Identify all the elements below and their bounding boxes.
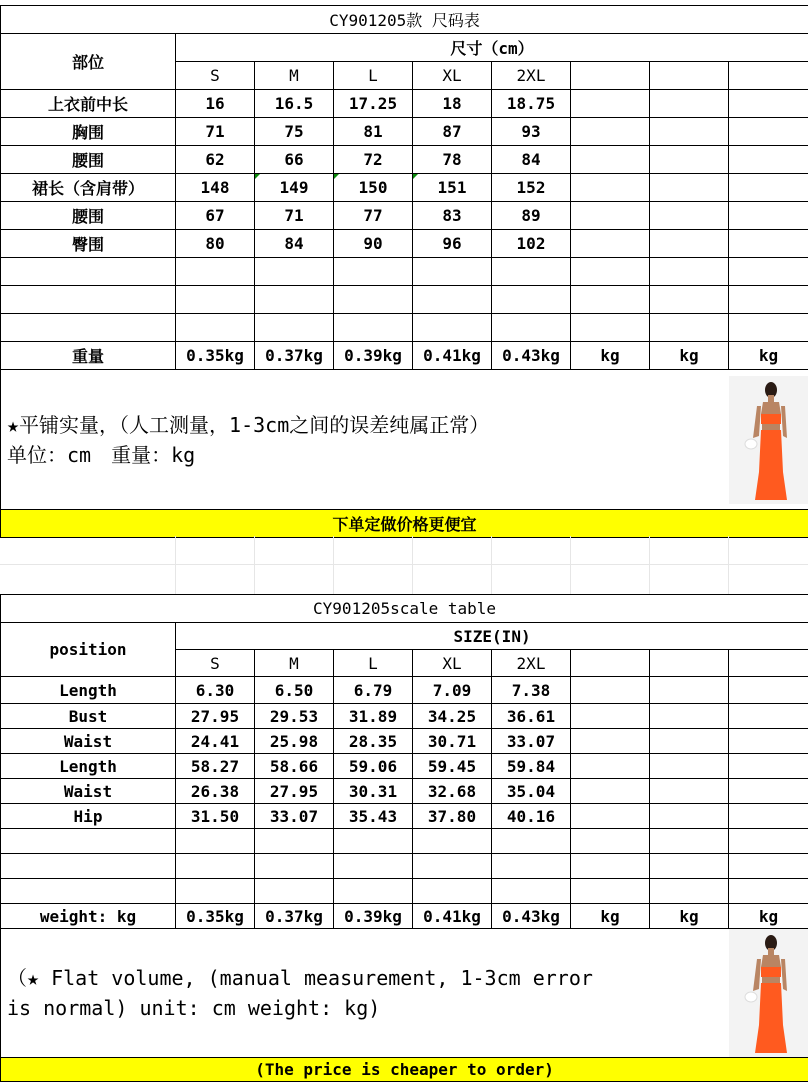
row-label: Length <box>1 677 176 704</box>
cell-value: 29.53 <box>255 704 334 729</box>
empty-row <box>1 258 808 286</box>
comment-marker <box>255 174 260 179</box>
cell-value: 89 <box>492 202 571 230</box>
row-label: Hip <box>1 804 176 829</box>
table-row <box>1 729 808 754</box>
cell-value: 18.75 <box>492 90 571 118</box>
cell-value: 36.61 <box>492 704 571 729</box>
cell-value: 58.27 <box>176 754 255 779</box>
row-label: 裙长（含肩带） <box>1 174 176 202</box>
table-row <box>1 118 808 146</box>
cell-value: 33.07 <box>492 729 571 754</box>
cell-value: 59.45 <box>413 754 492 779</box>
cell-value: 81 <box>334 118 413 146</box>
cell-value: 17.25 <box>334 90 413 118</box>
cell-value: 26.38 <box>176 779 255 804</box>
part-header: position <box>1 623 176 677</box>
weight-value: kg <box>571 342 650 370</box>
table-row <box>1 677 808 704</box>
table-row <box>1 779 808 804</box>
weight-value: 0.39kg <box>334 342 413 370</box>
size-label: S <box>176 62 255 90</box>
chart-title: CY901205款 尺码表 <box>1 6 808 34</box>
comment-marker <box>413 174 418 179</box>
cell-value: 93 <box>492 118 571 146</box>
measurement-note <box>1 929 729 1058</box>
cell-value: 72 <box>334 146 413 174</box>
note-line-1: ★平铺实量，（人工测量，1-3cm之间的误差纯属正常） <box>7 410 729 440</box>
cell-value: 58.66 <box>255 754 334 779</box>
size-label: XL <box>413 62 492 90</box>
cell-value: 24.41 <box>176 729 255 754</box>
table-row <box>1 90 808 118</box>
weight-label: weight: kg <box>1 904 176 929</box>
cell-value: 84 <box>492 146 571 174</box>
size-label: XL <box>413 650 492 677</box>
table-row <box>1 146 808 174</box>
weight-value: kg <box>650 904 729 929</box>
weight-label: 重量 <box>1 342 176 370</box>
row-label: 上衣前中长 <box>1 90 176 118</box>
cell-value: 80 <box>176 230 255 258</box>
size-header: 尺寸（cm） <box>176 34 808 62</box>
cell-value: 62 <box>176 146 255 174</box>
cell-value: 149 <box>280 178 309 197</box>
cell-value: 25.98 <box>255 729 334 754</box>
cell-value: 90 <box>334 230 413 258</box>
cell-value: 75 <box>255 118 334 146</box>
cell-value: 7.38 <box>492 677 571 704</box>
note-text: （★ Flat volume, (manual measurement, 1-3cm error is normal) unit: cm weight: kg) <box>7 963 597 1023</box>
table-row <box>1 230 808 258</box>
cell-value: 28.35 <box>334 729 413 754</box>
weight-value: kg <box>729 342 808 370</box>
cell-value: 102 <box>492 230 571 258</box>
size-label: L <box>334 650 413 677</box>
size-chart-en <box>0 594 808 1082</box>
cell-value: 87 <box>413 118 492 146</box>
size-label: 2XL <box>492 62 571 90</box>
cell-value: 96 <box>413 230 492 258</box>
note-line-2: 单位：cm 重量：kg <box>7 440 729 470</box>
cell-value: 16.5 <box>255 90 334 118</box>
cell-value: 33.07 <box>255 804 334 829</box>
measurement-note <box>1 370 729 510</box>
weight-row <box>1 342 808 370</box>
cell-value: 150 <box>359 178 388 197</box>
table-row <box>1 804 808 829</box>
row-label: 腰围 <box>1 202 176 230</box>
row-label: 胸围 <box>1 118 176 146</box>
size-label: S <box>176 650 255 677</box>
comment-marker <box>334 174 339 179</box>
cell-value: 83 <box>413 202 492 230</box>
cell-value: 30.71 <box>413 729 492 754</box>
cell-value: 71 <box>176 118 255 146</box>
cell-value: 6.79 <box>334 677 413 704</box>
cell-value: 78 <box>413 146 492 174</box>
weight-value: 0.43kg <box>492 342 571 370</box>
empty-row <box>1 854 808 879</box>
cell-value: 7.09 <box>413 677 492 704</box>
size-label: L <box>334 62 413 90</box>
weight-value: 0.35kg <box>176 342 255 370</box>
cell-value: 40.16 <box>492 804 571 829</box>
cell-value: 18 <box>413 90 492 118</box>
cell-value: 6.30 <box>176 677 255 704</box>
weight-value: kg <box>729 904 808 929</box>
cell-value: 27.95 <box>176 704 255 729</box>
cell-value: 31.89 <box>334 704 413 729</box>
cell-value: 30.31 <box>334 779 413 804</box>
weight-value: 0.43kg <box>492 904 571 929</box>
cell-value: 35.04 <box>492 779 571 804</box>
weight-value: 0.41kg <box>413 904 492 929</box>
footer-banner: 下单定做价格更便宜 <box>1 510 808 538</box>
product-photo <box>729 929 808 1057</box>
table-row <box>1 174 808 202</box>
cell-value: 77 <box>334 202 413 230</box>
size-header: SIZE(IN) <box>176 623 808 650</box>
empty-row <box>1 314 808 342</box>
weight-row <box>1 904 808 929</box>
weight-value: 0.39kg <box>334 904 413 929</box>
cell-value: 27.95 <box>255 779 334 804</box>
empty-row <box>1 286 808 314</box>
cell-value: 151 <box>438 178 467 197</box>
cell-value: 35.43 <box>334 804 413 829</box>
table-row <box>1 202 808 230</box>
cell-value: 67 <box>176 202 255 230</box>
size-chart-cn <box>0 5 808 538</box>
cell-value: 152 <box>492 174 571 202</box>
cell-value: 6.50 <box>255 677 334 704</box>
size-label: 2XL <box>492 650 571 677</box>
product-photo <box>729 376 808 504</box>
cell-value: 59.06 <box>334 754 413 779</box>
cell-value: 71 <box>255 202 334 230</box>
empty-row <box>1 879 808 904</box>
row-label: Bust <box>1 704 176 729</box>
table-row <box>1 754 808 779</box>
row-label: 臀围 <box>1 230 176 258</box>
weight-value: 0.37kg <box>255 342 334 370</box>
row-label: Waist <box>1 779 176 804</box>
size-label: M <box>255 62 334 90</box>
table-row <box>1 704 808 729</box>
cell-value: 84 <box>255 230 334 258</box>
sheet-gap <box>0 536 808 594</box>
weight-value: 0.35kg <box>176 904 255 929</box>
row-label: Waist <box>1 729 176 754</box>
row-label: 腰围 <box>1 146 176 174</box>
cell-value: 32.68 <box>413 779 492 804</box>
cell-value: 16 <box>176 90 255 118</box>
row-label: Length <box>1 754 176 779</box>
cell-value: 34.25 <box>413 704 492 729</box>
cell-value: 59.84 <box>492 754 571 779</box>
size-label: M <box>255 650 334 677</box>
footer-banner: (The price is cheaper to order) <box>1 1058 808 1082</box>
cell-value: 37.80 <box>413 804 492 829</box>
part-header: 部位 <box>1 34 176 90</box>
weight-value: kg <box>650 342 729 370</box>
weight-value: 0.37kg <box>255 904 334 929</box>
empty-row <box>1 829 808 854</box>
weight-value: 0.41kg <box>413 342 492 370</box>
cell-value: 66 <box>255 146 334 174</box>
cell-value: 148 <box>176 174 255 202</box>
weight-value: kg <box>571 904 650 929</box>
cell-value: 31.50 <box>176 804 255 829</box>
chart-title: CY901205scale table <box>1 595 808 623</box>
